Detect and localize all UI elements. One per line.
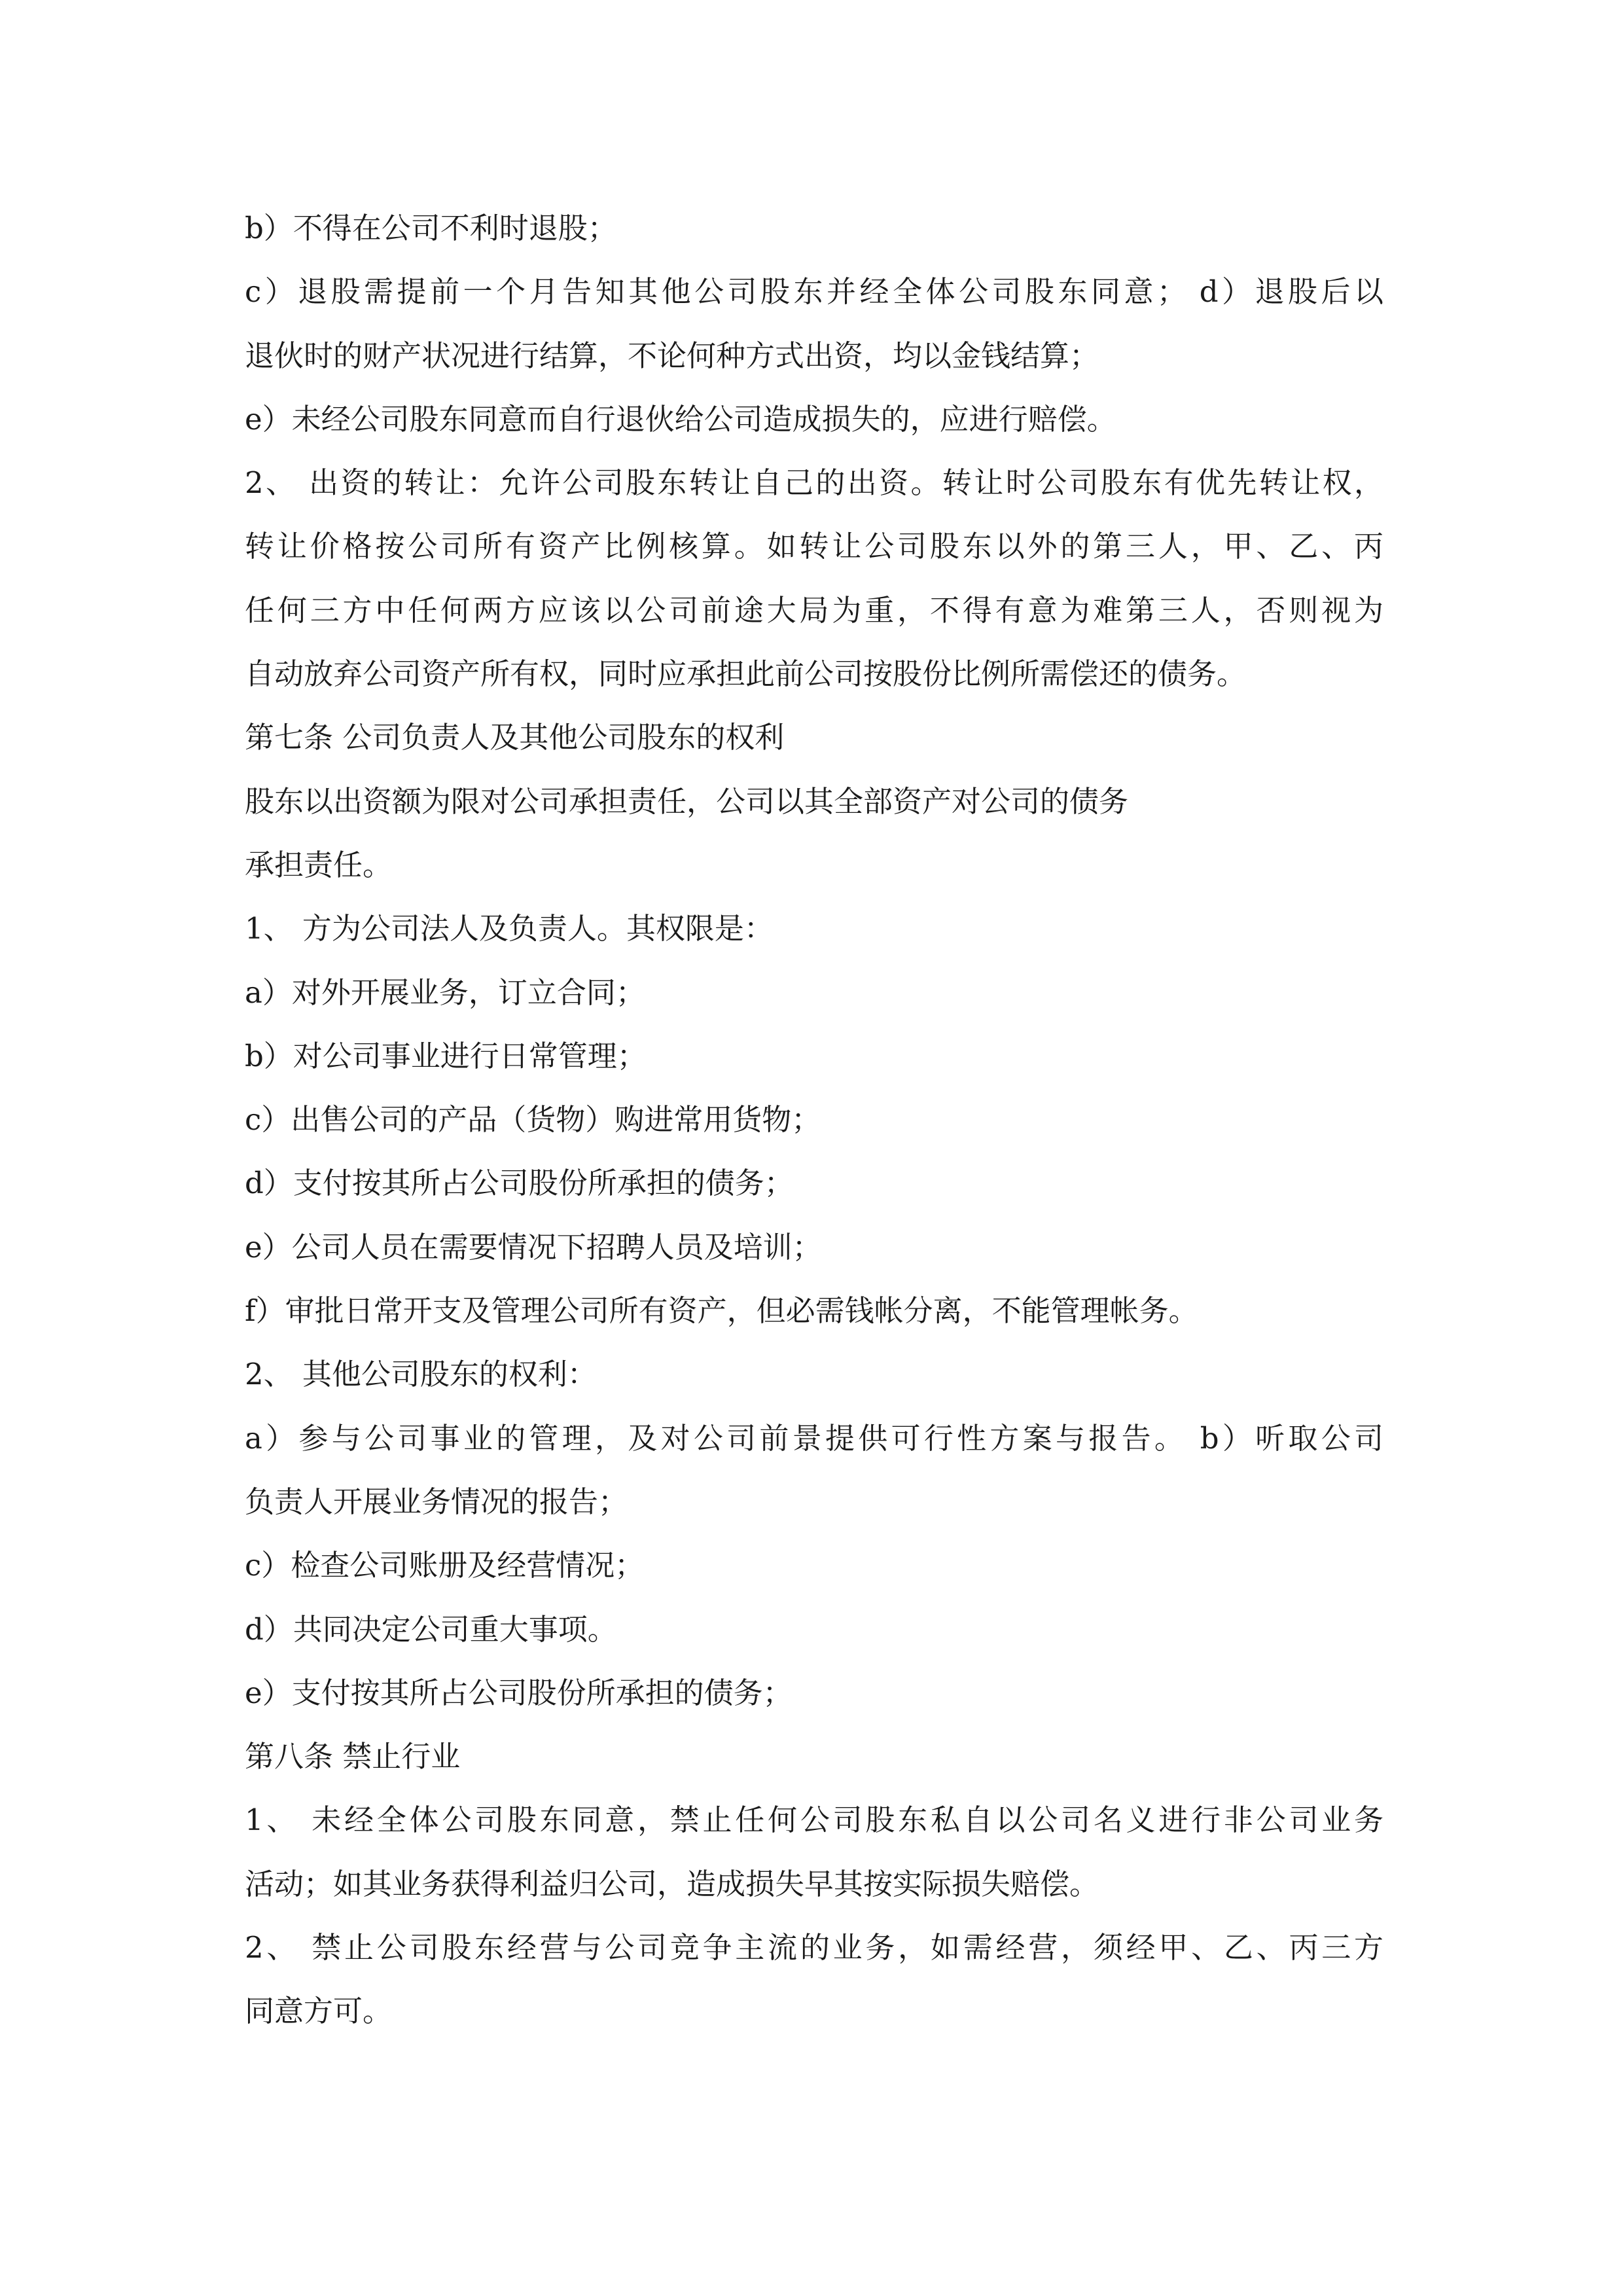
text-line: b）对公司事业进行日常管理；	[245, 1038, 647, 1073]
text-line: 2、 其他公司股东的权利：	[245, 1357, 597, 1392]
text-line: 1、 未经全体公司股东同意，禁止任何公司股东私自以公司名义进行非公司业务	[245, 1803, 1383, 1838]
text-line: e）未经公司股东同意而自行退伙给公司造成损失的，应进行赔偿。	[245, 401, 1116, 437]
text-line: c）退股需提前一个月告知其他公司股东并经全体公司股东同意； d）退股后以	[245, 274, 1383, 310]
text-line: a）对外开展业务，订立合同；	[245, 975, 645, 1010]
text-line: d）支付按其所占公司股份所承担的债务；	[245, 1166, 794, 1201]
text-line: b）不得在公司不利时退股；	[245, 211, 617, 245]
text-line: c）检查公司账册及经营情况；	[245, 1548, 645, 1583]
text-line: 负责人开展业务情况的报告；	[245, 1484, 628, 1519]
text-line: e）公司人员在需要情况下招聘人员及培训；	[245, 1229, 822, 1265]
text-line: e）支付按其所占公司股份所承担的债务；	[245, 1675, 793, 1710]
text-line: d）共同决定公司重大事项。	[245, 1611, 617, 1647]
text-line: f）审批日常开支及管理公司所有资产，但必需钱帐分离，不能管理帐务。	[245, 1293, 1198, 1329]
document-body	[245, 196, 1383, 2043]
text-line: c）出售公司的产品（货物）购进常用货物；	[245, 1102, 821, 1138]
text-line: 股东以出资额为限对公司承担责任，公司以其全部资产对公司的债务	[245, 783, 1129, 819]
text-line: 承担责任。	[245, 847, 393, 882]
text-line: a）参与公司事业的管理，及对公司前景提供可行性方案与报告。 b）听取公司	[245, 1420, 1383, 1456]
text-line: 退伙时的财产状况进行结算，不论何种方式出资，均以金钱结算；	[245, 338, 1099, 373]
text-line: 第八条 禁止行业	[245, 1739, 461, 1774]
text-line: 活动；如其业务获得利益归公司，造成损失早其按实际损失赔偿。	[245, 1866, 1099, 1901]
text-line: 同意方可。	[245, 1994, 393, 2029]
text-line: 2、 出资的转让：允许公司股东转让自己的出资。转让时公司股东有优先转让权，	[245, 465, 1383, 501]
text-line: 任何三方中任何两方应该以公司前途大局为重，不得有意为难第三人，否则视为	[245, 592, 1383, 628]
text-line: 第七条 公司负责人及其他公司股东的权利	[245, 720, 785, 755]
text-line: 2、 禁止公司股东经营与公司竞争主流的业务，如需经营，须经甲、乙、丙三方	[245, 1930, 1383, 1965]
text-line: 1、 方为公司法人及负责人。其权限是：	[245, 911, 774, 946]
text-line: 自动放弃公司资产所有权，同时应承担此前公司按股份比例所需偿还的债务。	[245, 656, 1247, 692]
text-line: 转让价格按公司所有资产比例核算。如转让公司股东以外的第三人，甲、乙、丙	[245, 529, 1383, 564]
